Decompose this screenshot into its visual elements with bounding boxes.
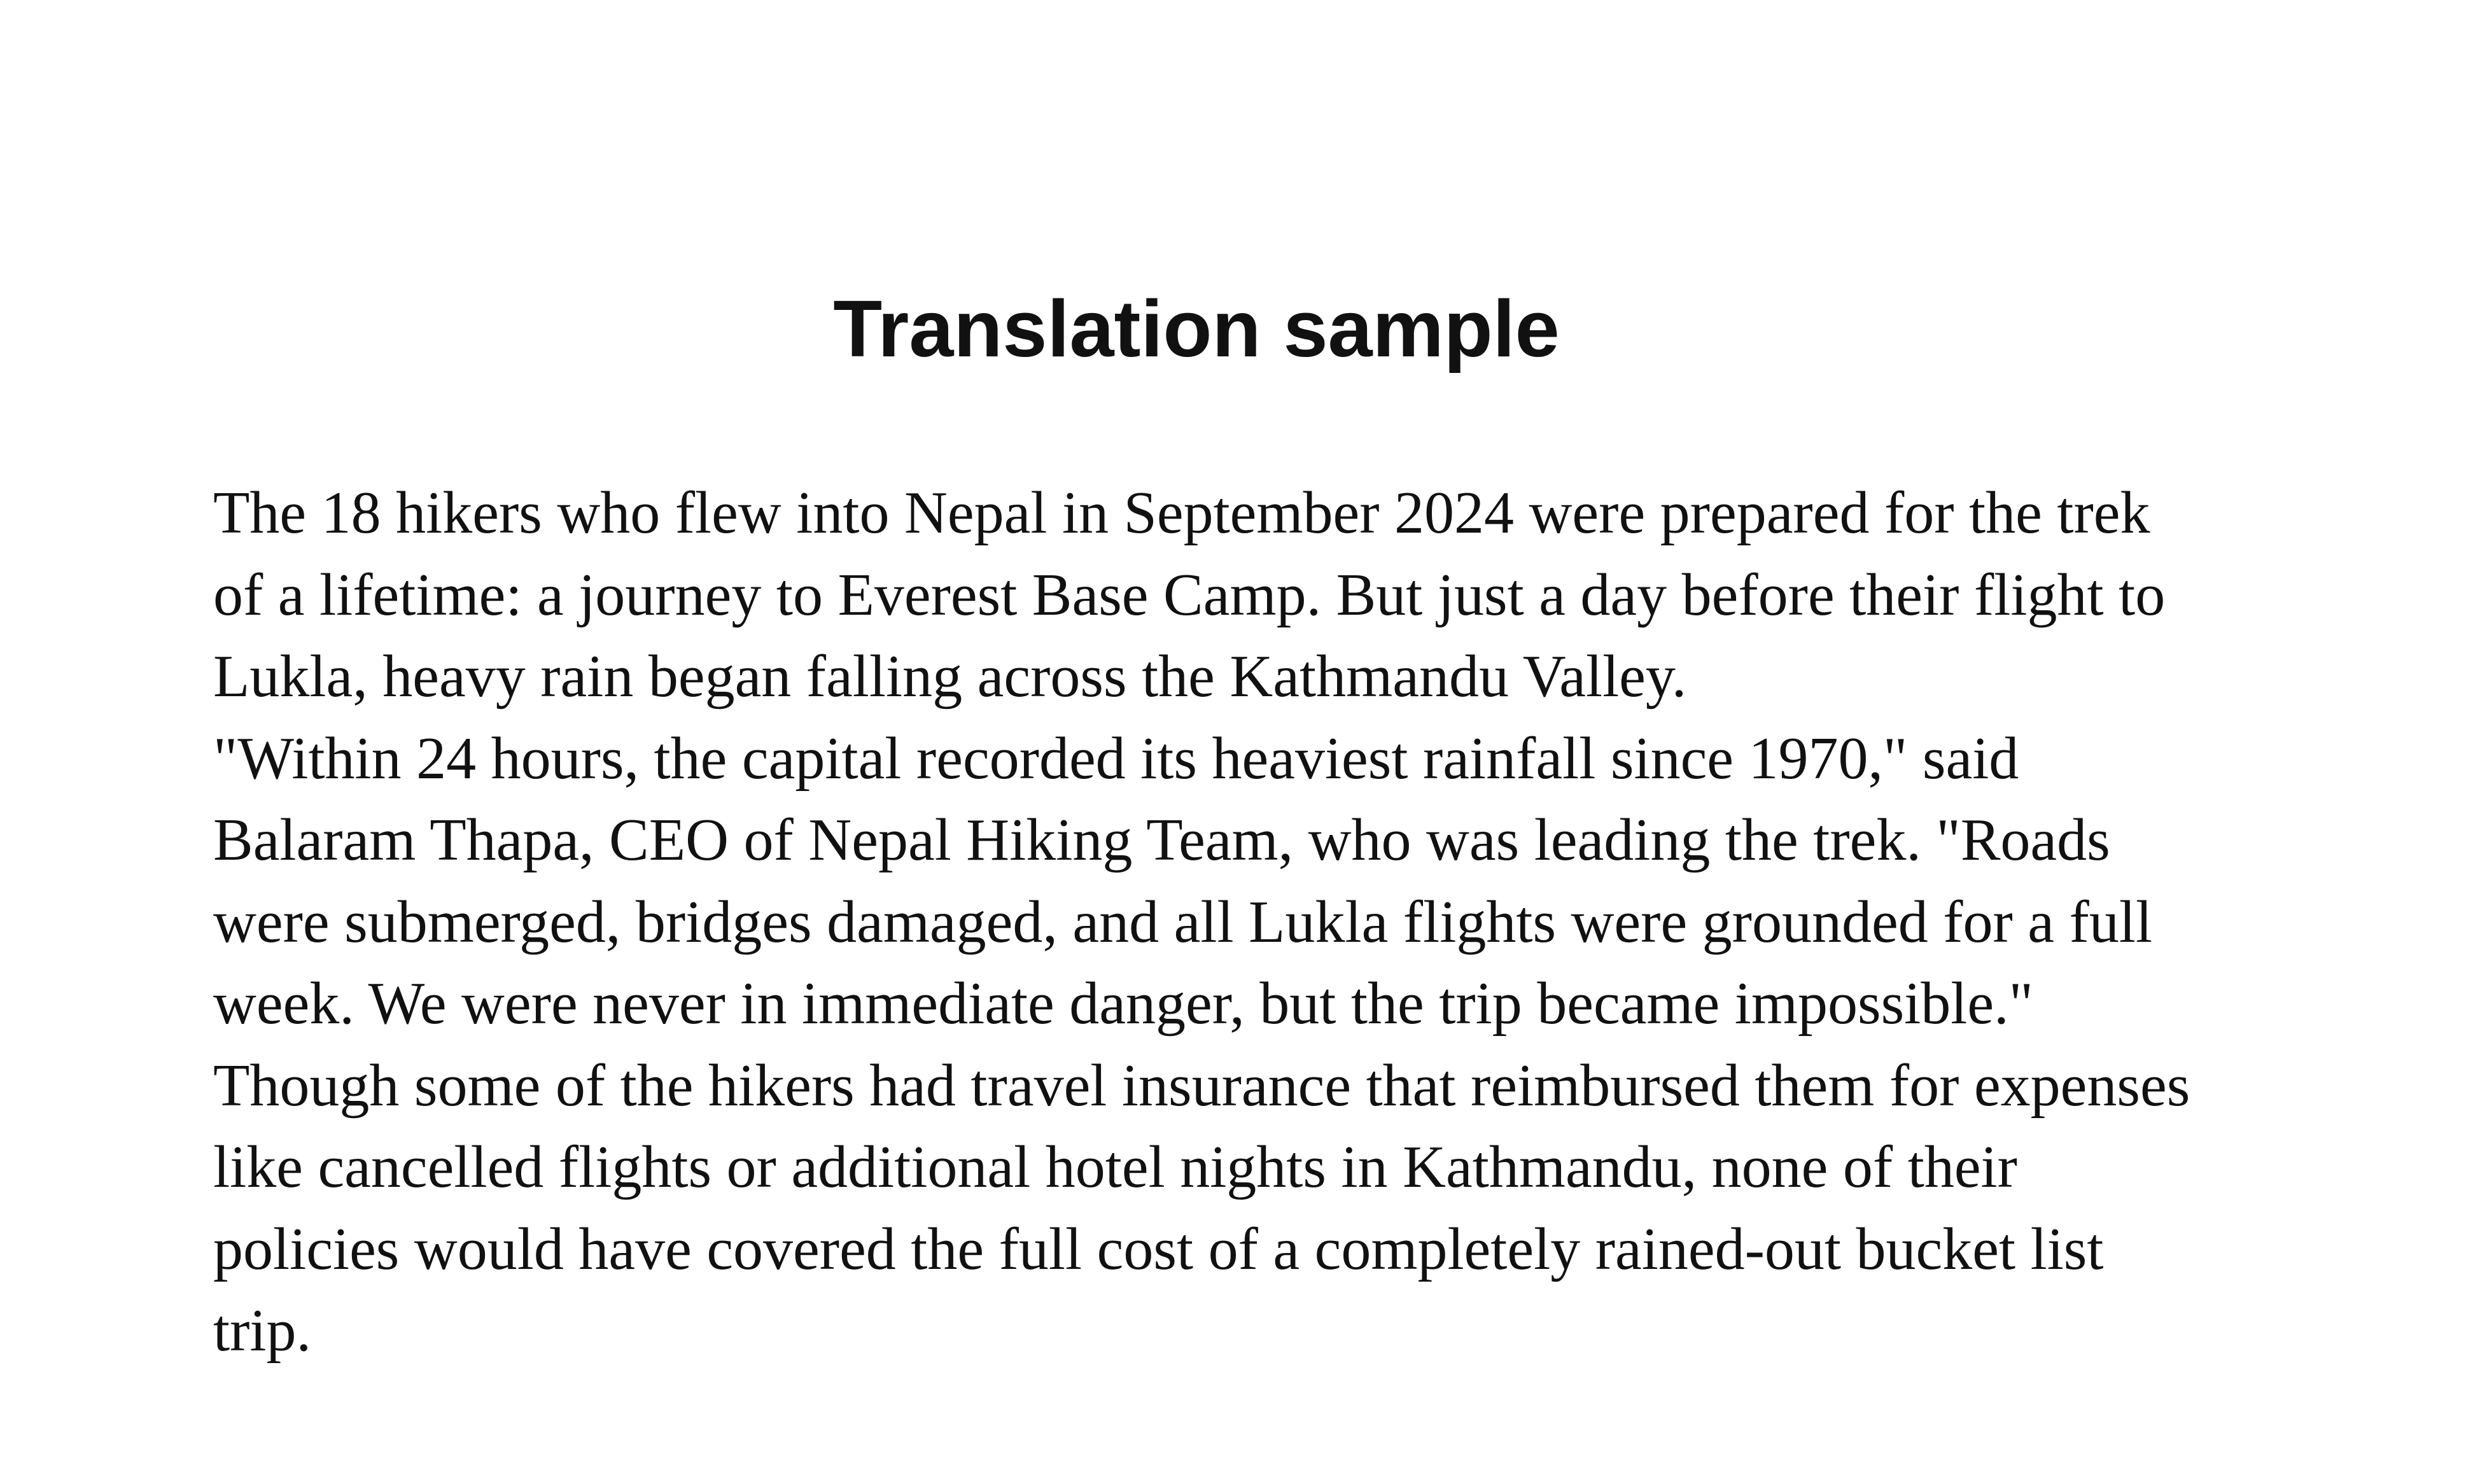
document-body bbox=[213, 472, 2313, 1372]
body-line: "Within 24 hours, the capital recorded its heaviest rainfall since 1970," said bbox=[213, 725, 2019, 792]
body-line: week. We were never in immediate danger, but the trip became impossible." bbox=[213, 970, 2033, 1037]
body-line: Though some of the hikers had travel insurance that reimbursed them for expenses bbox=[213, 1052, 2190, 1119]
body-line: like cancelled flights or additional hotel nights in Kathmandu, none of their bbox=[213, 1134, 2017, 1200]
body-line: policies would have covered the full cost of a completely rained-out bucket list bbox=[213, 1215, 2104, 1282]
body-line: Balaram Thapa, CEO of Nepal Hiking Team, who was leading the trek. "Roads bbox=[213, 807, 2110, 873]
body-line: were submerged, bridges damaged, and all Lukla flights were grounded for a full bbox=[213, 888, 2153, 955]
body-line: trip. bbox=[213, 1298, 312, 1364]
body-line: The 18 hikers who flew into Nepal in September 2024 were prepared for the trek bbox=[213, 480, 2150, 546]
document-title: Translation sample bbox=[833, 284, 1560, 374]
body-line: of a lifetime: a journey to Everest Base Camp. But just a day before their flight to bbox=[213, 561, 2166, 628]
body-line: Lukla, heavy rain began falling across the Kathmandu Valley. bbox=[213, 643, 1687, 710]
